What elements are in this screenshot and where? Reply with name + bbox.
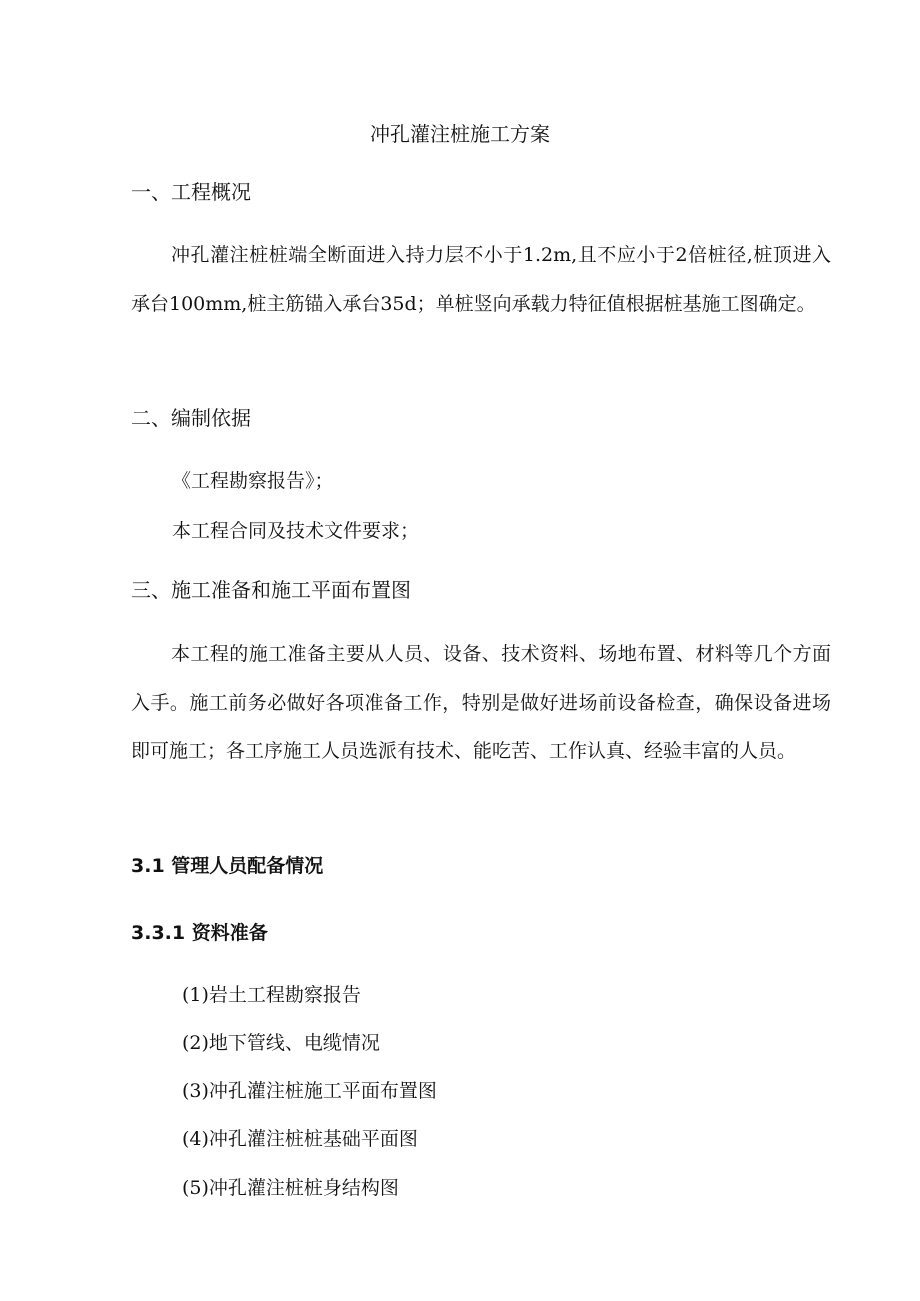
list-item: (2)地下管线、电缆情况 bbox=[182, 1032, 380, 1054]
document-title: 冲孔灌注桩施工方案 bbox=[370, 122, 550, 146]
subsection-heading-3-3-1: 3.3.1 资料准备 bbox=[131, 922, 268, 944]
overview-paragraph: 冲孔灌注桩桩端全断面进入持力层不小于1.2m,且不应小于2倍桩径,桩顶进入承台100mm,桩主筋锚入承台35d；单桩竖向承载力特征值根据桩基施工图确定。 bbox=[131, 244, 831, 315]
section-heading-overview: 一、工程概况 bbox=[131, 180, 251, 204]
section-heading-basis: 二、编制依据 bbox=[131, 406, 251, 430]
list-item: (1)岩土工程勘察报告 bbox=[182, 984, 361, 1006]
basis-line-survey-report: 《工程勘察报告》； bbox=[172, 470, 334, 492]
section-heading-preparation: 三、施工准备和施工平面布置图 bbox=[131, 578, 411, 602]
preparation-paragraph: 本工程的施工准备主要从人员、设备、技术资料、场地布置、材料等几个方面入手。施工前务必做好各项准备工作，特别是做好进场前设备检查，确保设备进场即可施工；各工序施工人员选派有技术、能吃苦、工作认真、经验丰富的人员。 bbox=[131, 643, 831, 762]
list-item: (3)冲孔灌注桩施工平面布置图 bbox=[182, 1080, 437, 1102]
list-item: (4)冲孔灌注桩桩基础平面图 bbox=[182, 1128, 418, 1150]
subsection-heading-3-1: 3.1 管理人员配备情况 bbox=[131, 855, 324, 877]
basis-line-contract: 本工程合同及技术文件要求； bbox=[172, 520, 420, 542]
list-item: (5)冲孔灌注桩桩身结构图 bbox=[182, 1177, 399, 1199]
